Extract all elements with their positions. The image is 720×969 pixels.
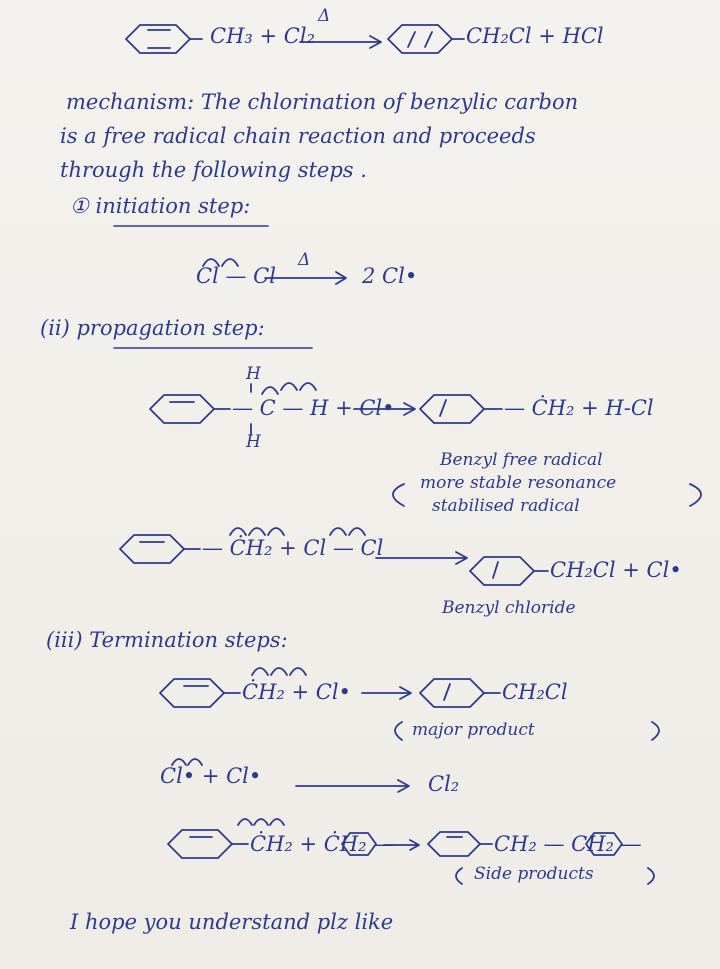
bracket-open: [395, 722, 402, 740]
hydrogen-top: H: [246, 364, 261, 384]
reaction-arrow-icon: [362, 687, 411, 699]
closing-note: I hope you understand plz like: [70, 910, 394, 934]
term2-product: Cl₂: [428, 772, 460, 796]
benzene-ring-icon: [428, 832, 492, 856]
benzene-ring-icon: [168, 830, 248, 858]
bracket-open: [393, 484, 404, 506]
mechanism-line-2: is a free radical chain reaction and proceeds: [60, 124, 536, 148]
term1-reactant: ĊH₂ + Cl•: [242, 680, 351, 704]
step2-reactant: — ĊH₂ + Cl — Cl: [202, 536, 384, 560]
reaction-arrow-icon: [376, 552, 467, 564]
reaction-arrow-icon: [296, 780, 409, 792]
side-products-label: Side products: [474, 864, 594, 884]
benzene-ring-icon: [120, 535, 200, 563]
fishhook-arrows-icon: [238, 819, 284, 825]
initiation-reactant: Cl — Cl: [196, 264, 276, 288]
propagation-heading: (ii) propagation step:: [40, 316, 265, 340]
benzene-ring-icon: [388, 25, 464, 53]
reaction-arrow-icon: [265, 272, 346, 284]
bracket-close: [690, 484, 701, 506]
benzene-ring-icon: [160, 679, 240, 707]
benzene-ring-icon: [470, 557, 548, 585]
benzene-ring-icon: [126, 25, 202, 53]
product-ch2cl-hcl: CH₂Cl + HCl: [466, 24, 604, 48]
bracket-open: [456, 868, 462, 884]
term3-reactant: ĊH₂ + ĊH₂ —: [250, 832, 395, 856]
benzyl-radical-label: Benzyl free radical: [440, 450, 603, 470]
radical-note-line-1: more stable resonance: [420, 473, 617, 493]
initiation-heading: ① initiation step:: [70, 194, 251, 218]
termination-heading: (iii) Termination steps:: [46, 628, 288, 652]
step2-product: CH₂Cl + Cl•: [550, 558, 682, 582]
term1-product: CH₂Cl: [502, 680, 568, 704]
mechanism-line-3: through the following steps .: [60, 158, 367, 182]
fishhook-arrows-icon: [252, 668, 306, 675]
heat-symbol: Δ: [298, 250, 311, 270]
heat-symbol: Δ: [318, 6, 331, 26]
benzene-ring-icon: [420, 679, 500, 707]
mechanism-line-1: mechanism: The chlorination of benzylic carbon: [66, 90, 579, 114]
hydrogen-bottom: H: [246, 432, 261, 452]
major-product-label: major product: [412, 720, 535, 740]
reactant-ch3-cl2: CH₃ + Cl₂: [210, 24, 315, 48]
step1-product: — ĊH₂ + H-Cl: [504, 396, 654, 420]
step1-reactant: — C — H + Cl•: [232, 396, 395, 420]
bracket-close: [648, 868, 654, 884]
radical-note-line-2: stabilised radical: [432, 496, 580, 516]
benzyl-chloride-label: Benzyl chloride: [442, 598, 576, 618]
term3-product: CH₂ — CH₂ —: [494, 832, 642, 856]
initiation-product: 2 Cl•: [362, 264, 418, 288]
benzene-ring-icon: [150, 395, 230, 423]
fishhook-arrows-icon: [230, 528, 365, 535]
fishhook-arrows-icon: [262, 383, 316, 394]
benzene-ring-icon: [420, 395, 502, 423]
bracket-close: [652, 722, 659, 740]
term2-reactant: Cl• + Cl•: [160, 764, 262, 788]
